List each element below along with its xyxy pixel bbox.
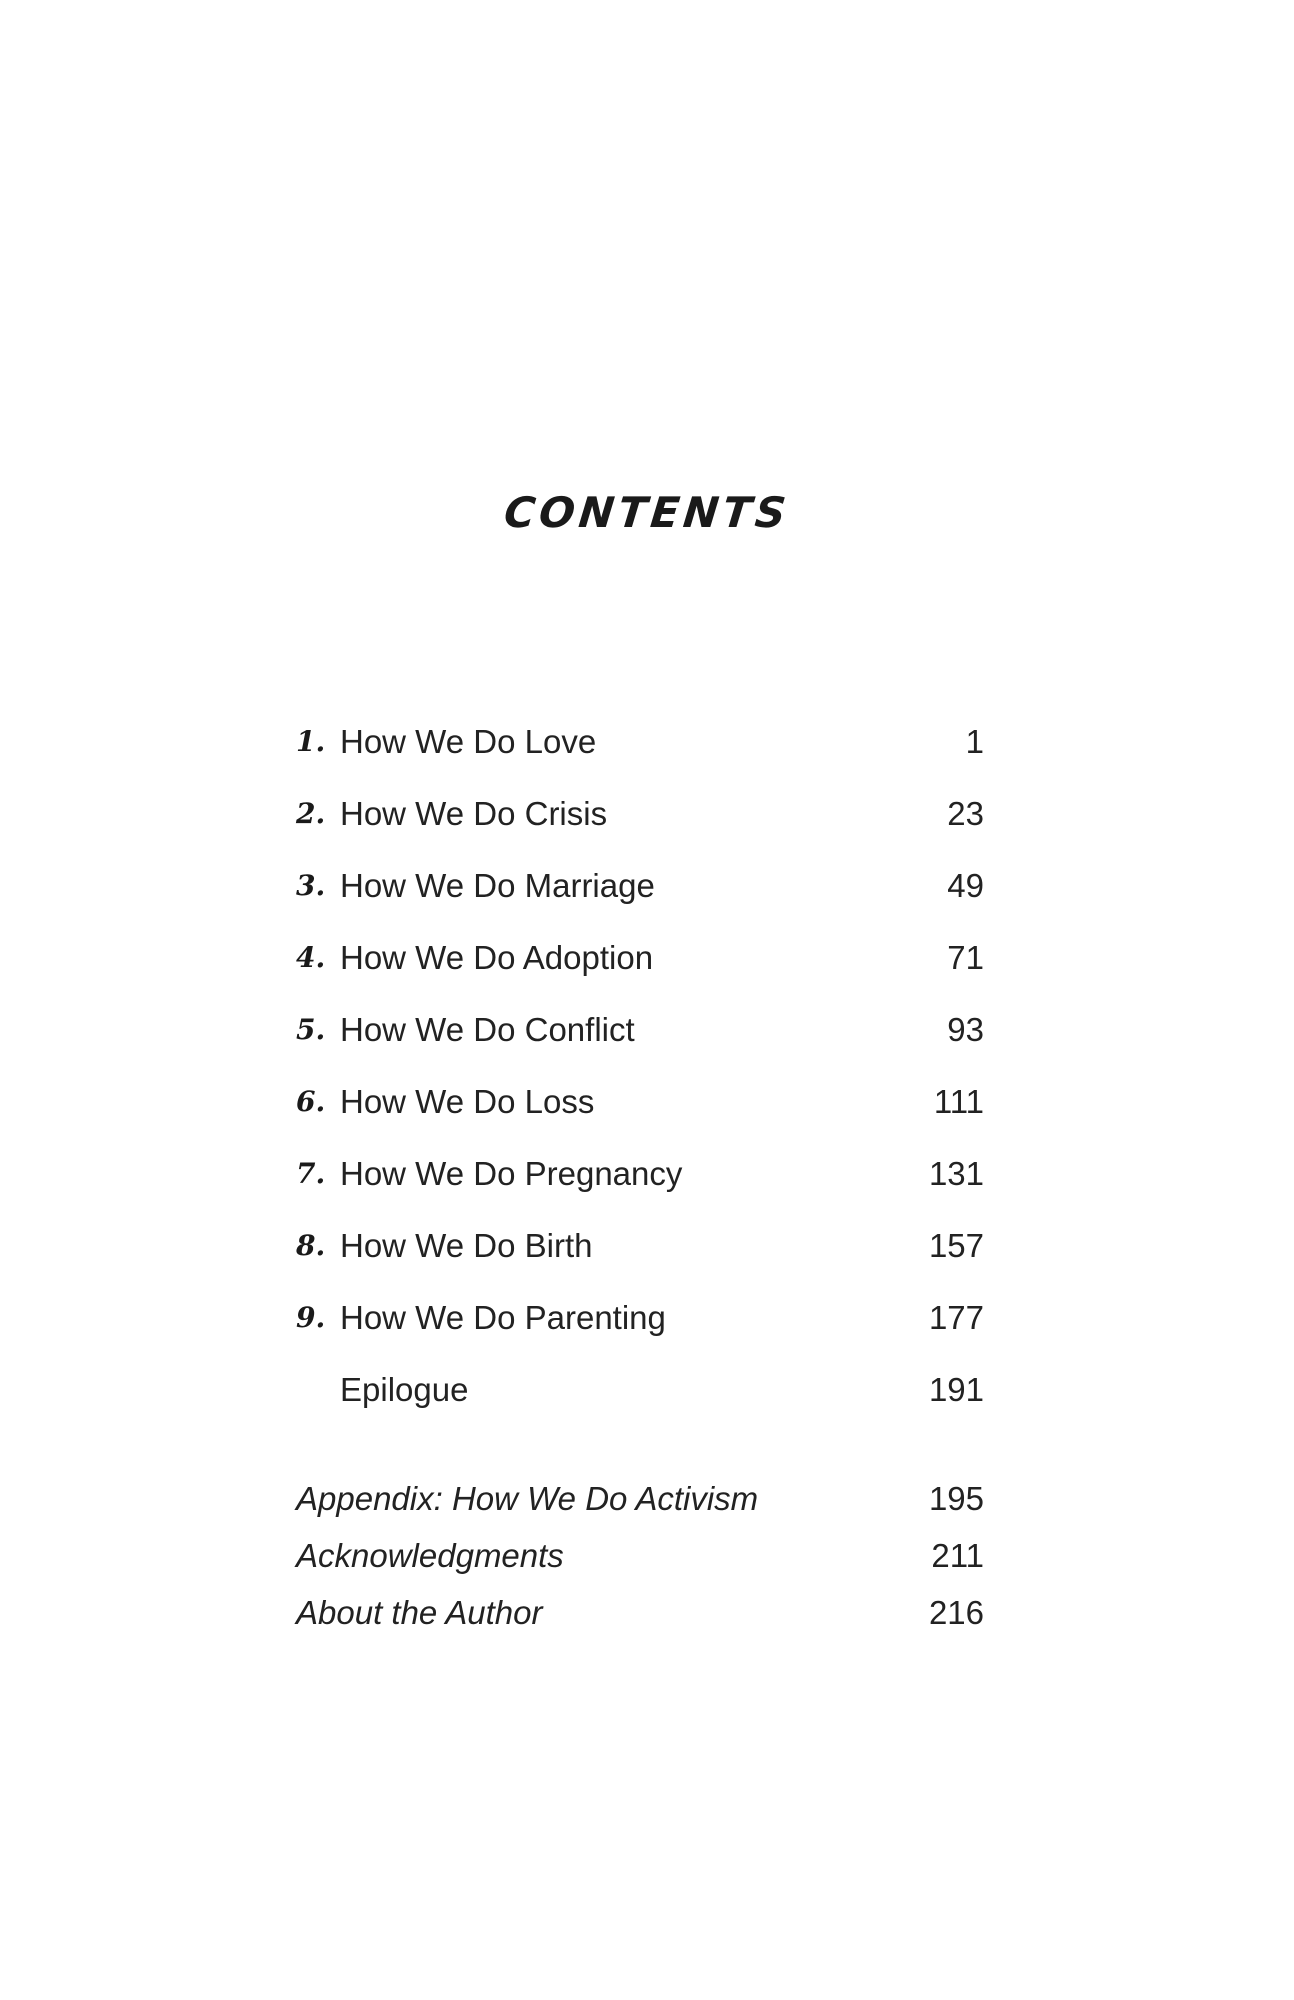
page-number: 211 — [931, 1537, 984, 1574]
toc-entry-chapter-8[interactable] — [296, 1216, 984, 1288]
page-number: 93 — [947, 1011, 984, 1048]
page-number: 195 — [928, 1480, 984, 1517]
chapter-title: How We Do Pregnancy — [340, 1155, 683, 1192]
chapter-title: How We Do Loss — [340, 1083, 595, 1120]
chapter-number: 4. — [296, 941, 326, 974]
back-matter-title: Acknowledgments — [296, 1537, 564, 1574]
chapter-title: Epilogue — [340, 1371, 469, 1408]
back-matter-title: About the Author — [296, 1594, 543, 1631]
chapter-number: 3. — [296, 869, 326, 902]
page-number: 23 — [947, 795, 984, 832]
chapter-number: 9. — [296, 1301, 326, 1334]
chapter-number: 1. — [296, 725, 326, 758]
chapter-number: 5. — [296, 1013, 326, 1046]
toc-entry-acknowledgments[interactable] — [296, 1531, 984, 1588]
toc-entry-chapter-5[interactable] — [296, 1000, 984, 1072]
chapter-number: 7. — [296, 1157, 326, 1190]
page-number: 71 — [947, 939, 984, 976]
page-number: 1 — [965, 723, 984, 760]
toc-entry-chapter-7[interactable] — [296, 1144, 984, 1216]
toc-entry-chapter-2[interactable] — [296, 784, 984, 856]
toc-entry-about-the-author[interactable] — [296, 1588, 984, 1645]
back-matter-list — [296, 1474, 984, 1645]
chapter-title: How We Do Parenting — [340, 1299, 666, 1336]
chapter-number: 6. — [296, 1085, 326, 1118]
page-number: 177 — [928, 1299, 984, 1336]
page-number: 49 — [947, 867, 984, 904]
chapter-title: How We Do Love — [340, 723, 597, 760]
toc-entry-chapter-3[interactable] — [296, 856, 984, 928]
toc-entry-chapter-6[interactable] — [296, 1072, 984, 1144]
page-number: 111 — [933, 1083, 984, 1120]
chapter-title: How We Do Marriage — [340, 867, 655, 904]
toc-entry-chapter-1[interactable] — [296, 712, 984, 784]
chapter-title: How We Do Conflict — [340, 1011, 635, 1048]
page-number: 216 — [928, 1594, 984, 1631]
page-number: 157 — [928, 1227, 984, 1264]
page-number: 191 — [928, 1371, 984, 1408]
toc-entry-chapter-9[interactable] — [296, 1288, 984, 1360]
toc-entry-appendix[interactable] — [296, 1474, 984, 1531]
chapter-list — [296, 712, 984, 1432]
toc-entry-epilogue[interactable] — [296, 1360, 984, 1432]
chapter-number: 8. — [296, 1229, 326, 1262]
back-matter-title: Appendix: How We Do Activism — [296, 1480, 759, 1517]
chapter-number: 2. — [296, 797, 326, 830]
toc-entry-chapter-4[interactable] — [296, 928, 984, 1000]
chapter-title: How We Do Birth — [340, 1227, 593, 1264]
page-number: 131 — [928, 1155, 984, 1192]
page-title: CONTENTS — [501, 488, 793, 537]
chapter-title: How We Do Crisis — [340, 795, 608, 832]
chapter-title: How We Do Adoption — [340, 939, 654, 976]
